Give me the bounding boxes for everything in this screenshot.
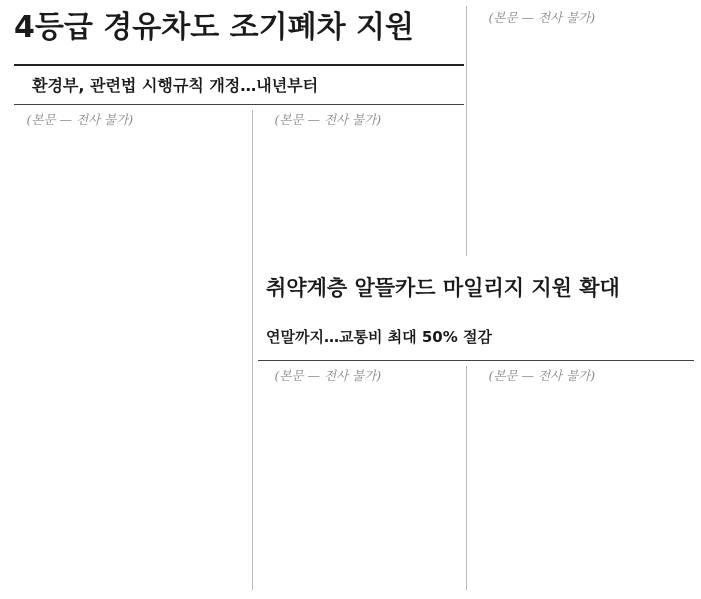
article1-headline: 4등급 경유차도 조기폐차 지원: [14, 10, 414, 45]
article1-col2-body: (본문 — 전사 불가): [274, 112, 382, 127]
article2-subheadline: 연말까지…교통비 최대 50% 절감: [266, 328, 492, 346]
article2-headline: 취약계층 알뜰카드 마일리지 지원 확대: [266, 276, 620, 300]
article2-col2-body: (본문 — 전사 불가): [488, 368, 596, 383]
subheadline-rule: [14, 104, 464, 105]
article2-column-1: [262, 366, 458, 387]
article1-col3-body: (본문 — 전사 불가): [488, 10, 596, 25]
article2-col1-body: (본문 — 전사 불가): [274, 368, 382, 383]
article2-rule: [258, 360, 694, 361]
article1-subheadline: 환경부, 관련법 시행규칙 개정…내년부터: [32, 76, 319, 95]
headline-rule: [14, 64, 464, 66]
column-divider-1: [252, 110, 253, 590]
article1-column-1: [14, 110, 242, 131]
article1-col1-body: (본문 — 전사 불가): [26, 112, 134, 127]
article1-column-3: [476, 8, 690, 29]
column-divider-2: [466, 6, 467, 256]
column-divider-3: [466, 366, 467, 590]
article1-column-2: [262, 110, 458, 131]
article2-column-2: [476, 366, 690, 387]
